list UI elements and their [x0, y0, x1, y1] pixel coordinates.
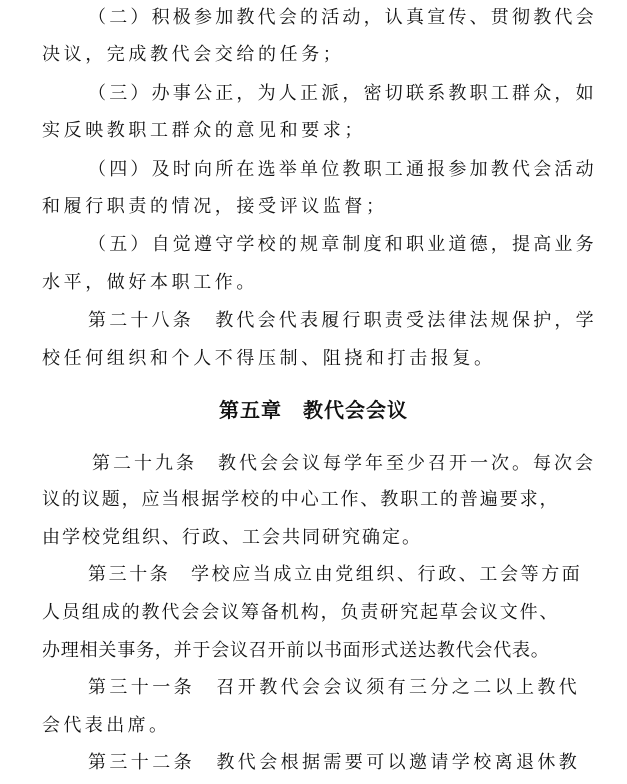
paragraph-line: 第三十二条 教代会根据需要可以邀请学校离退休教: [88, 752, 581, 773]
paragraph-line: 实反映教职工群众的意见和要求；: [42, 120, 366, 141]
paragraph-line: 会代表出席。: [42, 715, 171, 736]
paragraph-line: 水平，做好本职工作。: [42, 272, 258, 293]
paragraph-line: 办理相关事务，并于会议召开前以书面形式送达教代会代表。: [42, 640, 550, 661]
paragraph-line: 决议，完成教代会交给的任务；: [42, 44, 345, 65]
paragraph-line: 第三十条 学校应当成立由党组织、行政、工会等方面: [88, 564, 583, 585]
chapter-title: 第五章 教代会会议: [219, 398, 408, 422]
paragraph-line: （三）办事公正，为人正派，密切联系教职工群众，如: [88, 83, 597, 104]
paragraph-line: 和履行职责的情况，接受评议监督；: [42, 196, 388, 217]
paragraph-line: 人员组成的教代会会议筹备机构，负责研究起草会议文件、: [42, 602, 560, 623]
paragraph-line: 校任何组织和个人不得压制、阻挠和打击报复。: [42, 348, 496, 369]
paragraph-line: 议的议题，应当根据学校的中心工作、教职工的普遍要求，: [42, 489, 560, 510]
paragraph-line: 第二十九条 教代会会议每学年至少召开一次。每次会: [92, 453, 596, 474]
paragraph-line: （五）自觉遵守学校的规章制度和职业道德，提高业务: [88, 234, 597, 255]
paragraph-line: 第三十一条 召开教代会会议须有三分之二以上教代: [88, 677, 581, 698]
paragraph-line: 由学校党组织、行政、工会共同研究确定。: [42, 527, 422, 548]
paragraph-line: （二）积极参加教代会的活动，认真宣传、贯彻教代会: [88, 7, 597, 28]
paragraph-line: （四）及时向所在选举单位教职工通报参加教代会活动: [88, 159, 597, 180]
paragraph-line: 第二十八条 教代会代表履行职责受法律法规保护，学: [88, 310, 597, 331]
